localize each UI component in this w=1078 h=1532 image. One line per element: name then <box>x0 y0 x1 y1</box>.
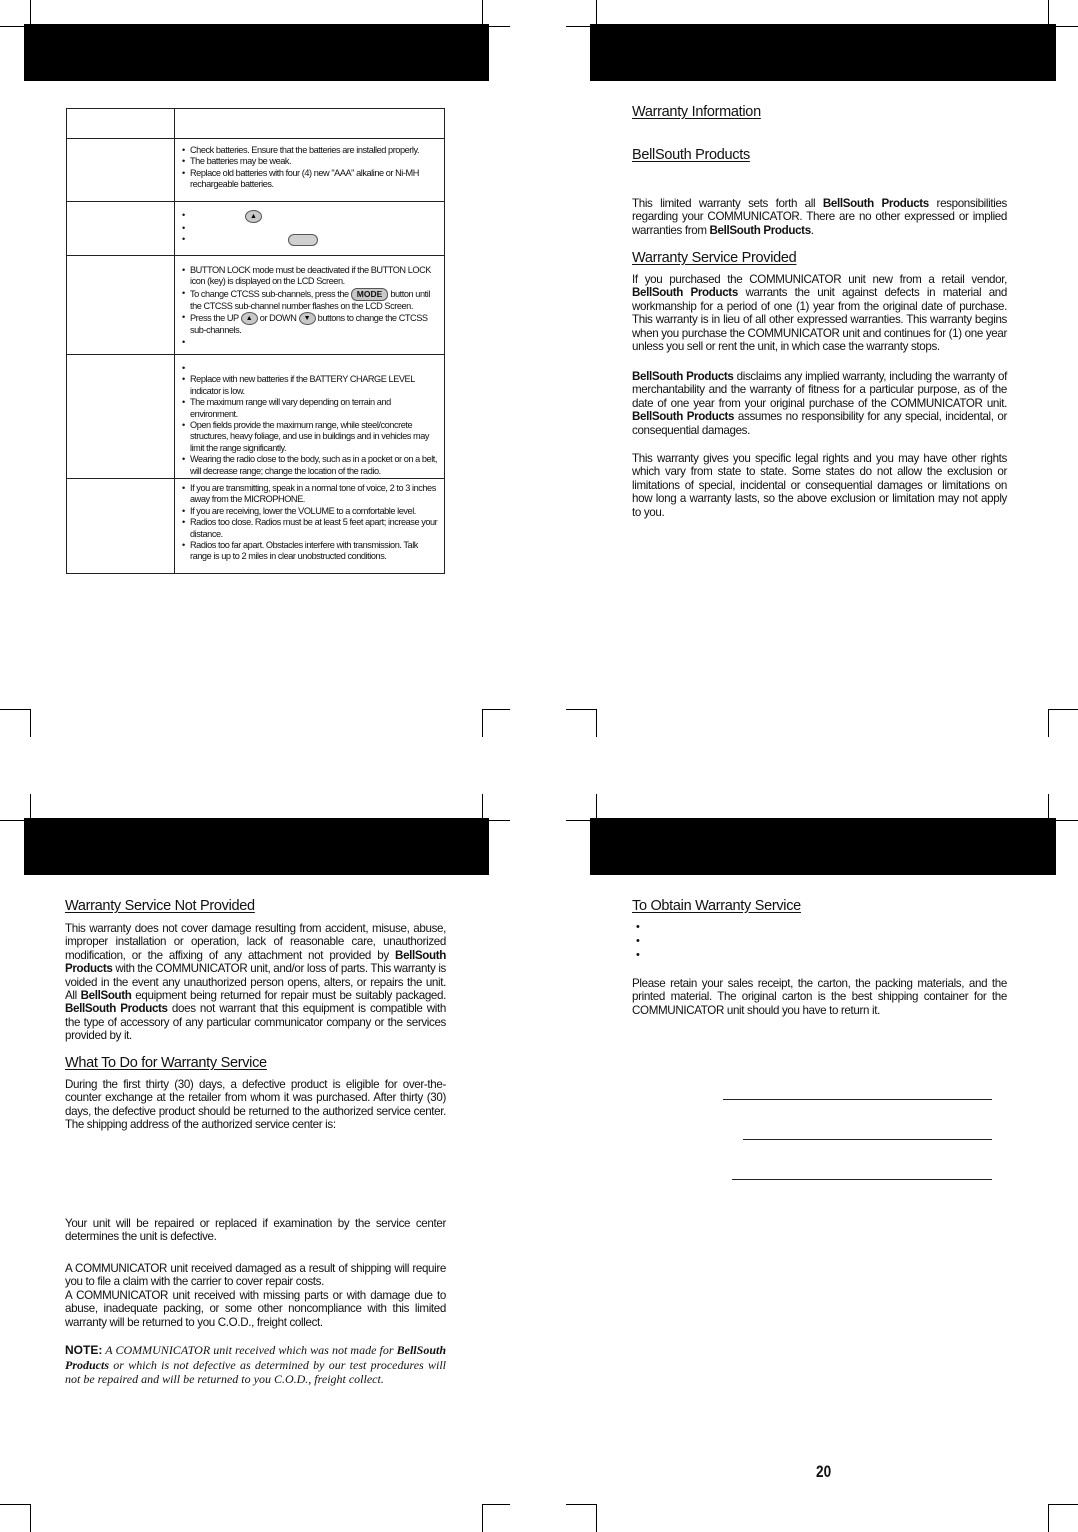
obtain-warranty-heading: To Obtain Warranty Service <box>632 898 801 914</box>
remedy-item <box>182 234 438 246</box>
remedy-item: • Check batteries. Ensure that the batteries are installed properly. <box>182 145 438 156</box>
signature-line <box>723 1099 992 1100</box>
remedy-item <box>182 223 438 234</box>
remedy-item <box>182 337 438 348</box>
obtain-bullet: • <box>636 949 640 961</box>
service-provided-paragraph-3: This warranty gives you specific legal rights and you may have other rights which vary from state to state. Some states do not allow the exclusion or limitations of special, incidental or consequential damages or limitations on how long a warranty lasts, so the above exclusion or limitation may not apply to you. <box>632 452 1007 519</box>
row-divider <box>67 138 444 139</box>
table-row-3-remedies <box>182 210 438 246</box>
warranty-service-provided-heading: Warranty Service Provided <box>632 250 797 266</box>
remedy-item <box>182 363 438 374</box>
column-divider <box>174 109 175 573</box>
header-bar-bottom-right <box>590 818 1056 875</box>
signature-line <box>732 1179 992 1180</box>
remedy-item: • Open fields provide the maximum range, while steel/concrete structures, heavy foliage, and use in buildings and in vehicles may limit the range significantly. <box>182 420 438 454</box>
what-to-do-paragraph-4: A COMMUNICATOR unit received with missing parts or with damage due to abuse, inadequate packing, or some other noncompliance with this limited warranty will be returned to you C.O.D., freight collect. <box>65 1289 446 1329</box>
up-button-icon: ▲ <box>241 312 258 325</box>
remedy-item: • Replace old batteries with four (4) new "AAA" alkaline or Ni-MH rechargeable batteries. <box>182 168 438 191</box>
table-row-2-remedies <box>182 145 438 191</box>
header-bar-bottom-left <box>24 818 489 875</box>
header-bar-top-right <box>590 24 1056 81</box>
table-row-5-remedies <box>182 363 438 477</box>
what-to-do-paragraph-3: A COMMUNICATOR unit received damaged as a result of shipping will require you to file a claim with the carrier to cover repair costs. <box>65 1262 446 1289</box>
what-to-do-paragraph-1: During the first thirty (30) days, a defective product is eligible for over-the-counter exchange at the retailer from whom it was purchased. After thirty (30) days, the defective product should be returned to the authorized service center. The shipping address of the authorized service center is: <box>65 1078 446 1132</box>
note-paragraph: NOTE: A COMMUNICATOR unit received which was not made for BellSouth Products or which is not defective as determined by our test procedures will not be repaired and will be returned to you C.O.D., freight collect. <box>65 1343 446 1387</box>
obtain-bullet: • <box>636 935 640 947</box>
blank-button-icon <box>288 234 318 246</box>
remedy-item <box>182 210 438 223</box>
remedy-item: • Replace with new batteries if the BATTERY CHARGE LEVEL indicator is low. <box>182 374 438 397</box>
row-divider <box>67 255 444 256</box>
page-number: 20 <box>816 1462 832 1481</box>
row-divider <box>67 354 444 355</box>
header-bar-top-left <box>24 24 489 81</box>
remedy-item: • If you are receiving, lower the VOLUME to a comfortable level. <box>182 506 438 517</box>
obtain-bullet: • <box>636 921 640 933</box>
remedy-item: • If you are transmitting, speak in a normal tone of voice, 2 to 3 inches away from the MICROPHONE. <box>182 483 438 506</box>
remedy-item: • To change CTCSS sub-channels, press the MODE button until the CTCSS sub-channel number flashes on the LCD Screen. <box>182 288 438 312</box>
what-to-do-heading: What To Do for Warranty Service <box>65 1055 267 1071</box>
warranty-intro-paragraph: This limited warranty sets forth all BellSouth Products responsibilities regarding your COMMUNICATOR. There are no other expressed or implied warranties from BellSouth Products. <box>632 197 1007 237</box>
remedy-item: • The maximum range will vary depending on terrain and environment. <box>182 397 438 420</box>
table-row-4-remedies <box>182 265 438 348</box>
mode-button-icon: MODE <box>351 288 389 301</box>
remedy-item: • Radios too close. Radios must be at least 5 feet apart; increase your distance. <box>182 517 438 540</box>
table-row-6-remedies <box>182 483 438 563</box>
signature-line <box>743 1139 992 1140</box>
remedy-item: • BUTTON LOCK mode must be deactivated if the BUTTON LOCK icon (key) is displayed on the LCD Screen. <box>182 265 438 288</box>
row-divider <box>67 201 444 202</box>
obtain-paragraph: Please retain your sales receipt, the carton, the packing materials, and the printed material. The original carton is the best shipping container for the COMMUNICATOR unit should you have to return it. <box>632 977 1007 1017</box>
what-to-do-paragraph-2: Your unit will be repaired or replaced if examination by the service center determines the unit is defective. <box>65 1217 446 1244</box>
up-button-icon: ▲ <box>245 210 262 223</box>
down-button-icon: ▼ <box>299 312 316 325</box>
bellsouth-products-heading: BellSouth Products <box>632 147 750 163</box>
remedy-item: • Radios too far apart. Obstacles interfere with transmission. Talk range is up to 2 miles in clear unobstructed conditions. <box>182 540 438 563</box>
remedy-item: • Press the UP ▲ or DOWN ▼ buttons to change the CTCSS sub-channels. <box>182 312 438 336</box>
row-divider <box>67 478 444 479</box>
service-provided-paragraph-2: BellSouth Products disclaims any implied warranty, including the warranty of merchantability and the warranty of fitness for a particular purpose, as of the date of one year from your original purchase of the COMMUNICATOR unit. BellSouth Products assumes no responsibility for any special, incidental, or consequential damages. <box>632 370 1007 437</box>
service-provided-paragraph-1: If you purchased the COMMUNICATOR unit new from a retail vendor, BellSouth Products warrants the unit against defects in material and workmanship for a period of one (1) year from the original date of purchase. This warranty is in lieu of all other expressed warranties. This warranty begins when you purchase the COMMUNICATOR unit and continues for (1) one year unless you sell or rent the unit, in which case the warranty stops. <box>632 273 1007 354</box>
warranty-information-heading: Warranty Information <box>632 104 761 120</box>
not-provided-paragraph: This warranty does not cover damage resulting from accident, misuse, abuse, improper installation or operation, lack of reasonable care, unauthorized modification, or the affixing of any attachment not provided by BellSouth Products with the COMMUNICATOR unit, and/or loss of parts. This warranty is voided in the event any unauthorized person opens, alters, or repairs the unit. All BellSouth equipment being returned for repair must be suitably packaged. BellSouth Products does not warrant that this equipment is compatible with the type of accessory of any particular communicator company or the services provided by it. <box>65 922 446 1043</box>
warranty-not-provided-heading: Warranty Service Not Provided <box>65 898 255 914</box>
remedy-item: • The batteries may be weak. <box>182 156 438 167</box>
remedy-item: • Wearing the radio close to the body, such as in a pocket or on a belt, will decrease range; change the location of the radio. <box>182 454 438 477</box>
